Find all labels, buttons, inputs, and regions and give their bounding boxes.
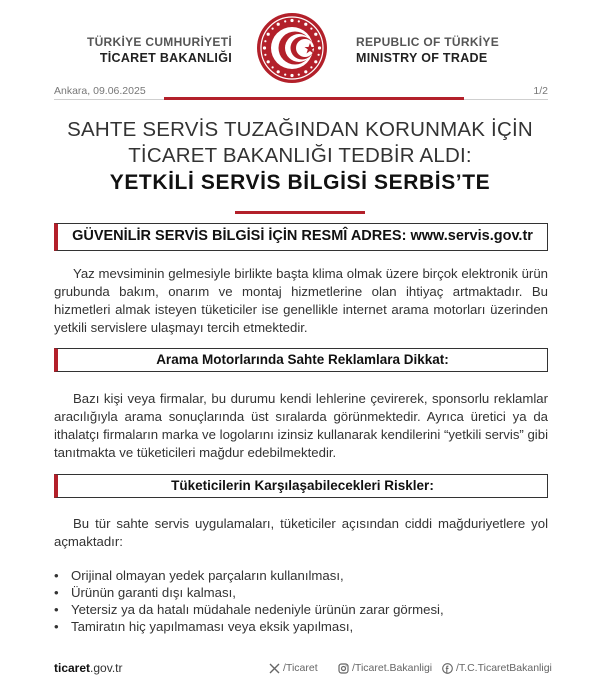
list-item-text: Ürünün garanti dışı kalması, [71,585,236,600]
social-x[interactable] [269,662,318,674]
instagram-handle: /Ticaret.Bakanligi [352,662,433,674]
list-item-text: Orijinal olmayan yedek parçaların kullanılması, [71,568,344,583]
meta-accent-divider [164,97,464,100]
bullet-icon: • [54,602,59,617]
ministry-seal-icon [256,12,328,84]
list-item [54,618,548,635]
facebook-handle: /T.C.TicaretBakanligi [456,662,552,674]
header-left-line1: TÜRKİYE CUMHURİYETİ [86,35,232,49]
title-line1: SAHTE SERVİS TUZAĞINDAN KORUNMAK İÇİN [67,118,533,141]
paragraph-search-ads: Bazı kişi veya firmalar, bu durumu kendi lehlerine çevirerek, sponsorlu reklamlar aracılığıyla arama sonuçlarında üst sıralarda görünmektedir. Ayrıca üretici ya da ithalatçı firmaların marka ve logolarını izinsiz kullanarak kendilerini “yetkili servis” gibi tanıtmakta ve tüketicileri mağdur edebilmektedir. [54,391,548,460]
list-item-text: Tamiratın hiç yapılmaması veya eksik yapılması, [71,619,354,634]
footer-site-bold: ticaret [54,661,91,675]
bullet-icon: • [54,585,59,600]
facebook-icon [442,663,453,674]
page-title [20,117,580,197]
instagram-icon [338,663,349,674]
list-item [54,584,548,601]
header-english-name [356,35,499,66]
list-item-text: Yetersiz ya da hatalı müdahale nedeniyle ürünün zarar görmesi, [71,602,444,617]
bullet-icon: • [54,619,59,634]
header-right-line2: MINISTRY OF TRADE [356,51,488,65]
meta-bar [54,85,548,101]
document-date: Ankara, 09.06.2025 [54,85,146,97]
document-header [0,8,600,88]
official-address-box: GÜVENİLİR SERVİS BİLGİSİ İÇİN RESMÎ ADRES: www.servis.gov.tr [54,223,548,251]
document-footer [54,657,552,677]
header-turkish-name [87,35,232,66]
bullet-icon: • [54,568,59,583]
footer-website[interactable] [54,661,123,675]
paragraph-intro: Yaz mevsiminin gelmesiyle birlikte başta klima olmak üzere birçok elektronik ürün grubunda bakım, onarım ve montaj hizmetlerine olan ihtiyaç artmaktadır. Bu hizmetleri almak isteyen tüketiciler ise genellikle internet arama motorları üzerinden yetkili servislere ulaşmayı tercih etmektedir. [54,266,548,335]
header-right-line1: REPUBLIC OF TÜRKİYE [356,35,500,49]
list-item [54,567,548,584]
footer-site-rest: .gov.tr [90,661,123,675]
social-facebook[interactable] [442,662,552,674]
risk-list [54,567,548,635]
social-instagram[interactable] [338,662,432,674]
title-line2: TİCARET BAKANLIĞI TEDBİR ALDI: [128,144,472,167]
section-heading-risks: Tüketicilerin Karşılaşabilecekleri Riskler: [54,474,548,498]
paragraph-risks-intro: Bu tür sahte servis uygulamaları, tüketiciler açısından ciddi mağduriyetlere yol açmaktadır: [54,516,548,549]
list-item [54,601,548,618]
x-handle: /Ticaret [283,662,318,674]
title-line3: YETKİLİ SERVİS BİLGİSİ SERBİS’TE [109,171,491,194]
page-number: 1/2 [533,85,548,97]
header-left-line2: TİCARET BAKANLIĞI [99,51,232,65]
title-underline [235,211,365,214]
x-icon [269,663,280,674]
section-heading-search-ads: Arama Motorlarında Sahte Reklamlara Dikkat: [54,348,548,372]
